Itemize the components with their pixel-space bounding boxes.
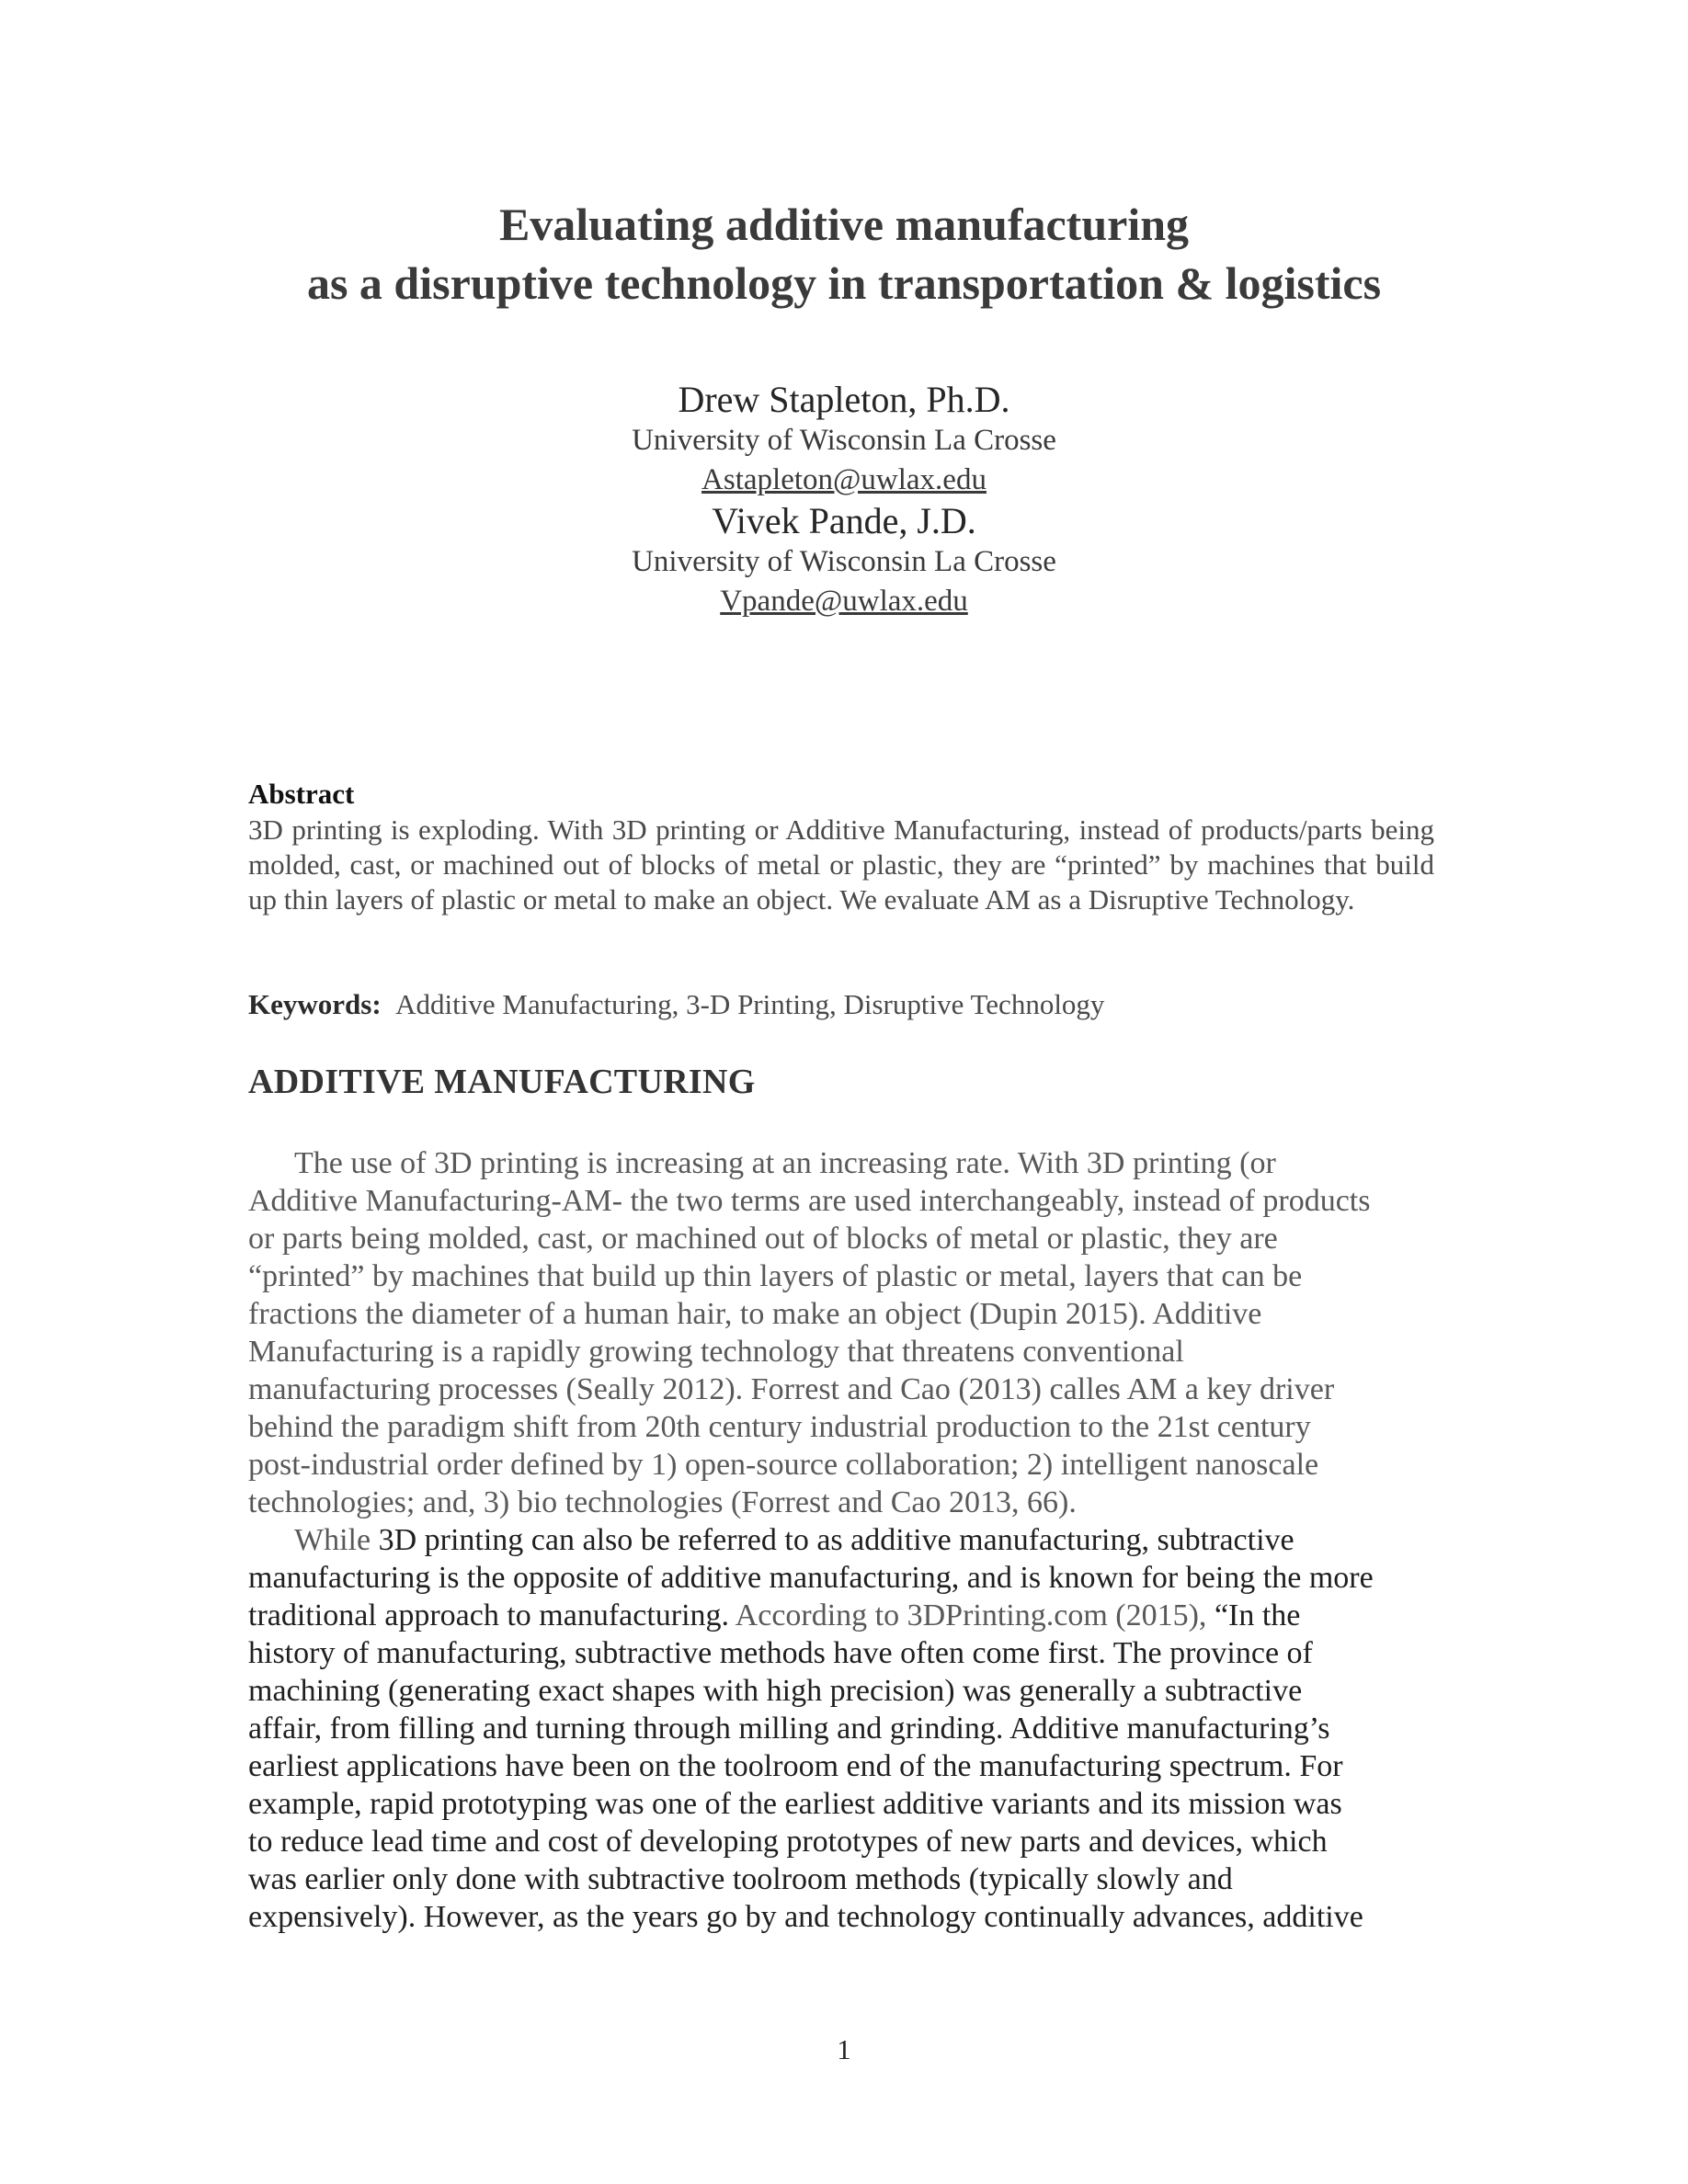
paragraph-line: earliest applications have been on the toolroom end of the manufacturing spectrum. For	[248, 1749, 1343, 1783]
keywords-label: Keywords:	[248, 988, 382, 1020]
paragraph-line: The use of 3D printing is increasing at an increasing rate. With 3D printing (or	[294, 1146, 1276, 1180]
keywords-line	[248, 988, 1104, 1021]
section-heading: ADDITIVE MANUFACTURING	[248, 1063, 756, 1101]
paragraph-line: example, rapid prototyping was one of the earliest additive variants and its mission was	[248, 1787, 1342, 1821]
body-paragraph-2	[248, 1521, 1443, 1936]
paragraph-line: post-industrial order defined by 1) open-source collaboration; 2) intelligent nanoscale	[248, 1448, 1319, 1482]
author-email-link[interactable]: Astapleton@uwlax.edu	[701, 463, 987, 496]
paragraph-lead-word: While	[294, 1523, 371, 1557]
paragraph-line-lead: traditional approach to manufacturing.	[248, 1598, 730, 1632]
body-paragraph-1	[248, 1144, 1443, 1521]
author-block	[0, 379, 1688, 621]
author-affiliation: University of Wisconsin La Crosse	[632, 424, 1056, 457]
author-name: Vivek Pande, J.D.	[712, 500, 976, 541]
paragraph-line: manufacturing is the opposite of additive manufacturing, and is known for being the more	[248, 1561, 1374, 1595]
paragraph-line	[248, 1597, 1443, 1634]
paragraph-line: technologies; and, 3) bio technologies (Forrest and Cao 2013, 66).	[248, 1485, 1077, 1519]
paragraph-line-rest: 3D printing can also be referred to as additive manufacturing, subtractive	[371, 1523, 1295, 1557]
citation-text: According to 3DPrinting.com (2015),	[729, 1598, 1207, 1632]
paragraph-line: “printed” by machines that build up thin layers of plastic or metal, layers that can be	[248, 1259, 1303, 1293]
paragraph-line: to reduce lead time and cost of developing prototypes of new parts and devices, which	[248, 1825, 1328, 1859]
author-affiliation: University of Wisconsin La Crosse	[632, 545, 1056, 578]
paragraph-line-rest: “In the	[1206, 1598, 1301, 1632]
paragraph-line: machining (generating exact shapes with high precision) was generally a subtractive	[248, 1674, 1303, 1708]
paragraph-line	[248, 1521, 1443, 1559]
author-name: Drew Stapleton, Ph.D.	[678, 379, 1010, 420]
paragraph-line: behind the paradigm shift from 20th century industrial production to the 21st century	[248, 1410, 1311, 1444]
paragraph-line: Additive Manufacturing-AM- the two terms are used interchangeably, instead of products	[248, 1184, 1371, 1218]
paper-title	[0, 195, 1688, 313]
abstract-heading: Abstract	[248, 778, 355, 810]
paragraph-line: or parts being molded, cast, or machined out of blocks of metal or plastic, they are	[248, 1222, 1278, 1256]
paragraph-line: fractions the diameter of a human hair, to make an object (Dupin 2015). Additive	[248, 1297, 1262, 1331]
paragraph-line: expensively). However, as the years go by and technology continually advances, additive	[248, 1900, 1363, 1934]
paragraph-line: affair, from filling and turning through milling and grinding. Additive manufacturing’s	[248, 1712, 1330, 1746]
author-email-link[interactable]: Vpande@uwlax.edu	[720, 585, 968, 618]
paragraph-line: was earlier only done with subtractive toolroom methods (typically slowly and	[248, 1862, 1233, 1896]
page-number: 1	[837, 2033, 851, 2065]
abstract-text: 3D printing is exploding. With 3D printing or Additive Manufacturing, instead of products/parts being molded, cast, or machined out of blocks of metal or plastic, they are “printed” by machines that build up thin layers of plastic or metal to make an object. We evaluate AM as a Disruptive Technology.	[248, 813, 1434, 916]
title-line-1: Evaluating additive manufacturing	[498, 199, 1190, 250]
keywords-text: Additive Manufacturing, 3-D Printing, Disruptive Technology	[395, 988, 1105, 1020]
paragraph-line: history of manufacturing, subtractive methods have often come first. The province of	[248, 1636, 1313, 1670]
paragraph-line: manufacturing processes (Seally 2012). Forrest and Cao (2013) calles AM a key driver	[248, 1372, 1335, 1406]
paragraph-line: Manufacturing is a rapidly growing technology that threatens conventional	[248, 1335, 1184, 1369]
title-line-2: as a disruptive technology in transportation & logistics	[306, 257, 1382, 309]
